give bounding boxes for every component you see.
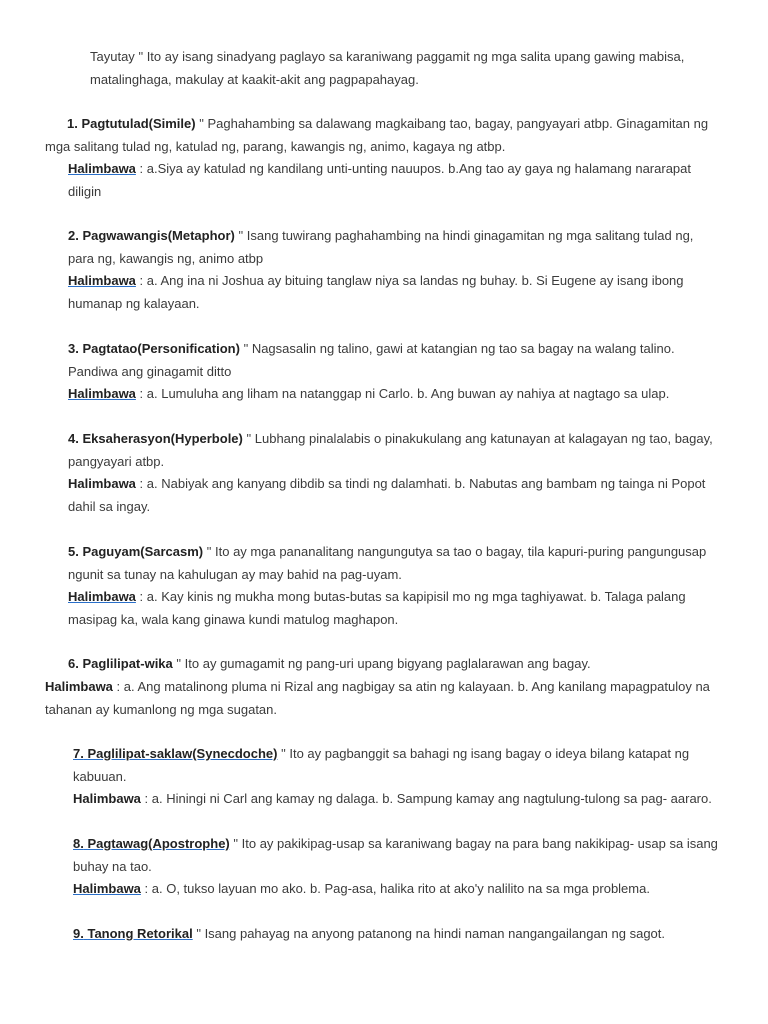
item-3-definition-text: Nagsasalin ng talino, gawi at katangian ng tao sa bagay na walang talino. Pandiwa ang ginagamit ditto bbox=[68, 341, 675, 379]
intro-text: Ito ay isang sinadyang paglayo sa karaniwang paggamit ng mga salita upang gawing mabisa, matalinghaga, makulay at kaakit-akit ang pagpapahayag. bbox=[90, 49, 685, 87]
item-7-example-text: : a. Hiningi ni Carl ang kamay ng dalaga. b. Sampung kamay ang nagtulung-tulong sa pag- aararo. bbox=[144, 791, 712, 806]
item-3-example bbox=[68, 383, 718, 406]
item-1-definition-text: Paghahambing sa dalawang magkaibang tao, bagay, pangyayari atbp. Ginagamitan ng mga salitang tulad ng, katulad ng, parang, kawangis ng, animo, kagaya ng atbp. bbox=[45, 116, 709, 154]
example-label: Halimbawa bbox=[45, 679, 113, 694]
item-2-definition bbox=[68, 225, 718, 270]
item-9-number: 9. bbox=[73, 926, 84, 941]
item-5-definition-text: Ito ay mga pananalitang nangungutya sa tao o bagay, tila kapuri-puring pangungusap ngunit sa tunay na kahulugan ay may bahid na pag-uyam. bbox=[68, 544, 707, 582]
item-2-definition-text: Isang tuwirang paghahambing na hindi ginagamitan ng mga salitang tulad ng, para ng, kawangis ng, animo atbp bbox=[68, 228, 694, 266]
item-8-definition-text: Ito ay pakikipag-usap sa karaniwang bagay na para bang nakikipag- usap sa isang buhay na tao. bbox=[73, 836, 718, 874]
item-2-example-text: : a. Ang ina ni Joshua ay bituing tanglaw niya sa landas ng buhay. b. Si Eugene ay isang ibong humanap ng kalayaan. bbox=[68, 273, 684, 311]
item-3-title: Pagtatao(Personification) bbox=[82, 341, 240, 356]
quote-mark: " bbox=[243, 341, 249, 356]
item-6-example-text: : a. Ang matalinong pluma ni Rizal ang nagbigay sa atin ng kalayaan. b. Ang kanilang mapagpatuloy na tahanan ay kumanlong ng mga sugatan. bbox=[45, 679, 710, 717]
example-label: Halimbawa bbox=[68, 589, 136, 604]
example-label: Halimbawa bbox=[68, 273, 136, 288]
example-label: Halimbawa bbox=[68, 161, 136, 176]
item-1-title: Pagtutulad(Simile) bbox=[81, 116, 196, 131]
item-4-title: Eksaherasyon(Hyperbole) bbox=[82, 431, 243, 446]
quote-mark: " bbox=[176, 656, 182, 671]
item-7-definition bbox=[73, 743, 723, 788]
example-label: Halimbawa bbox=[68, 386, 136, 401]
item-2-title: Pagwawangis(Metaphor) bbox=[82, 228, 235, 243]
item-4-number: 4. bbox=[68, 431, 79, 446]
quote-mark: " bbox=[138, 49, 144, 64]
item-1-number: 1 bbox=[67, 116, 75, 131]
item-3-example-text: : a. Lumuluha ang liham na natanggap ni Carlo. b. Ang buwan ay nahiya at nagtago sa ulap. bbox=[139, 386, 670, 401]
item-8-title: Pagtawag(Apostrophe) bbox=[87, 836, 230, 851]
item-6-example bbox=[45, 676, 725, 721]
item-8-definition bbox=[73, 833, 723, 878]
item-7-example bbox=[73, 788, 733, 811]
item-4-definition-text: Lubhang pinalalabis o pinakukulang ang katunayan at kalagayan ng tao, bagay, pangyayari atbp. bbox=[68, 431, 713, 469]
quote-mark: " bbox=[238, 228, 244, 243]
quote-mark: " bbox=[246, 431, 252, 446]
item-2-number: 2. bbox=[68, 228, 79, 243]
item-6-definition bbox=[68, 653, 718, 676]
quote-mark: " bbox=[233, 836, 239, 851]
item-9-title: Tanong Retorikal bbox=[87, 926, 193, 941]
item-9-definition-text: Isang pahayag na anyong patanong na hindi naman nangangailangan ng sagot. bbox=[204, 926, 666, 941]
item-5-example-text: : a. Kay kinis ng mukha mong butas-butas sa kapipisil mo ng mga taghiyawat. b. Talaga palang masipag ka, wala kang ginawa kundi matulog maghapon. bbox=[68, 589, 686, 627]
intro-paragraph bbox=[90, 46, 720, 91]
item-1-example bbox=[68, 158, 718, 203]
item-4-example-text: : a. Nabiyak ang kanyang dibdib sa tindi ng dalamhati. b. Nabutas ang bambam ng tainga ni Popot dahil sa ingay. bbox=[68, 476, 706, 514]
item-3-number: 3. bbox=[68, 341, 79, 356]
item-8-example bbox=[73, 878, 723, 901]
item-7-number: 7. bbox=[73, 746, 84, 761]
item-4-definition bbox=[68, 428, 718, 473]
item-7-definition-text: Ito ay pagbanggit sa bahagi ng isang bagay o ideya bilang katapat ng kabuuan. bbox=[73, 746, 690, 784]
example-label: Halimbawa bbox=[73, 791, 141, 806]
example-label: Halimbawa bbox=[73, 881, 141, 896]
item-8-number: 8. bbox=[73, 836, 84, 851]
item-7-title: Paglilipat-saklaw(Synecdoche) bbox=[87, 746, 278, 761]
item-8-example-text: : a. O, tukso layuan mo ako. b. Pag-asa, halika rito at ako'y nalilito na sa mga problema. bbox=[144, 881, 650, 896]
item-6-number: 6. bbox=[68, 656, 79, 671]
item-9-definition bbox=[73, 923, 723, 946]
quote-mark: " bbox=[196, 926, 201, 941]
item-5-title: Paguyam(Sarcasm) bbox=[82, 544, 204, 559]
item-5-number: 5. bbox=[68, 544, 79, 559]
item-4-example bbox=[68, 473, 718, 518]
quote-mark: " bbox=[206, 544, 212, 559]
quote-mark: " bbox=[281, 746, 286, 761]
item-1-example-text: : a.Siya ay katulad ng kandilang unti-unting nauupos. b.Ang tao ay gaya ng halamang nararapat diligin bbox=[68, 161, 691, 199]
item-1-definition: 1. Pagtutulad(Simile) " Paghahambing sa dalawang magkaibang tao, bagay, pangyayari atbp. Ginagamitan ng mga salitang tulad ng, katulad ng, parang, kawangis ng, animo, kagaya ng atbp. bbox=[45, 116, 709, 154]
quote-mark: " bbox=[199, 116, 204, 131]
item-6-title: Paglilipat-wika bbox=[82, 656, 173, 671]
item-2-example bbox=[68, 270, 718, 315]
item-6-definition-text: Ito ay gumagamit ng pang-uri upang bigyang paglalarawan ang bagay. bbox=[184, 656, 591, 671]
item-3-definition bbox=[68, 338, 718, 383]
example-label: Halimbawa bbox=[68, 476, 136, 491]
item-5-definition bbox=[68, 541, 728, 586]
intro-term: Tayutay bbox=[90, 49, 135, 64]
item-5-example bbox=[68, 586, 718, 631]
